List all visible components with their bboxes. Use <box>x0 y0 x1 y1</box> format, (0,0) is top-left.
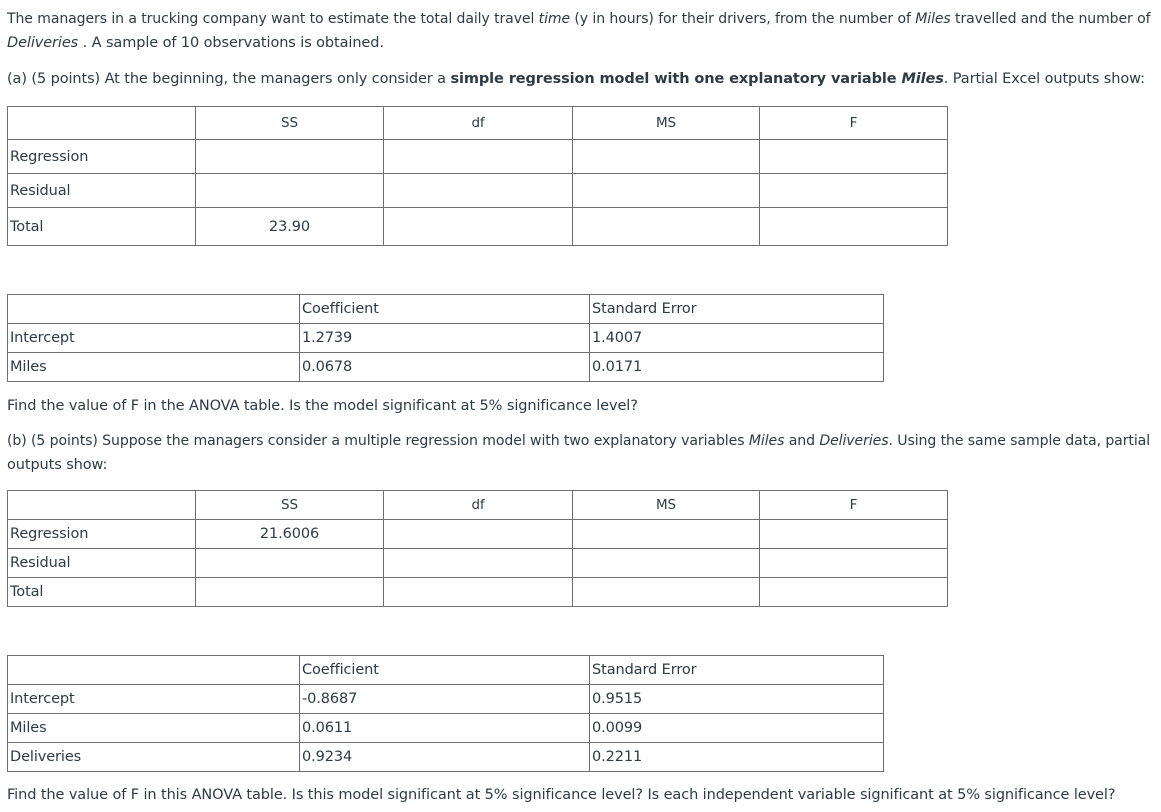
cell-ms <box>573 549 760 578</box>
intro-text: travelled and the number of <box>950 11 1151 27</box>
cell-ss: 23.90 <box>196 208 384 246</box>
intro-text: . A sample of 10 observations is obtained. <box>78 35 384 51</box>
cell-ss <box>196 549 384 578</box>
cell-coefficient: 0.0678 <box>300 353 590 382</box>
coef-header-row <box>8 656 884 685</box>
cell-f <box>760 549 948 578</box>
part-b-text: . Using the same sample data, partial <box>888 433 1151 449</box>
anova-row-total <box>8 578 948 607</box>
cell-f <box>760 520 948 549</box>
cell-f <box>760 208 948 246</box>
row-label: Deliveries <box>8 743 300 772</box>
row-label: Regression <box>8 520 196 549</box>
time-term: time <box>538 11 571 27</box>
row-label: Residual <box>8 174 196 208</box>
cell-df <box>384 549 573 578</box>
header-coefficient: Coefficient <box>300 656 590 685</box>
header-coefficient: Coefficient <box>300 295 590 324</box>
header-df: df <box>384 107 573 140</box>
part-a-bold-italic: Miles <box>901 71 944 87</box>
intro-line-1 <box>7 7 1150 31</box>
header-cell-empty <box>8 295 300 324</box>
part-b-prompt-line-2: outputs show: <box>7 457 108 473</box>
row-label: Intercept <box>8 324 300 353</box>
header-cell-empty <box>8 107 196 140</box>
header-ss: SS <box>196 107 384 140</box>
anova-header-row <box>8 491 948 520</box>
cell-ms <box>573 140 760 174</box>
header-ms: MS <box>573 491 760 520</box>
row-label: Miles <box>8 714 300 743</box>
cell-ss <box>196 174 384 208</box>
cell-standard-error: 1.4007 <box>590 324 884 353</box>
header-f: F <box>760 107 948 140</box>
coef-row-miles <box>8 714 884 743</box>
cell-df <box>384 520 573 549</box>
part-a-prefix: (a) (5 points) At the beginning, the managers only consider a <box>7 71 451 87</box>
cell-coefficient: -0.8687 <box>300 685 590 714</box>
cell-df <box>384 578 573 607</box>
anova-row-total <box>8 208 948 246</box>
cell-f <box>760 578 948 607</box>
miles-term: Miles <box>915 11 951 27</box>
header-standard-error: Standard Error <box>590 295 884 324</box>
cell-df <box>384 208 573 246</box>
header-cell-empty <box>8 656 300 685</box>
anova-row-residual <box>8 549 948 578</box>
header-ms: MS <box>573 107 760 140</box>
cell-standard-error: 0.2211 <box>590 743 884 772</box>
part-a-question: Find the value of F in the ANOVA table. Is the model significant at 5% significance level? <box>7 398 638 414</box>
cell-df <box>384 140 573 174</box>
cell-df <box>384 174 573 208</box>
header-ss: SS <box>196 491 384 520</box>
anova-table-b <box>7 490 948 607</box>
cell-ms <box>573 174 760 208</box>
cell-ms <box>573 208 760 246</box>
row-label: Intercept <box>8 685 300 714</box>
part-a-prompt <box>7 67 1145 91</box>
anova-row-regression <box>8 140 948 174</box>
coef-row-miles <box>8 353 884 382</box>
deliveries-term: Deliveries <box>7 35 79 51</box>
cell-coefficient: 1.2739 <box>300 324 590 353</box>
cell-ss <box>196 140 384 174</box>
cell-standard-error: 0.0099 <box>590 714 884 743</box>
cell-ss <box>196 578 384 607</box>
coef-table-b <box>7 655 884 772</box>
anova-header-row <box>8 107 948 140</box>
cell-f <box>760 174 948 208</box>
part-a-suffix: . Partial Excel outputs show: <box>943 71 1145 87</box>
coef-row-deliveries <box>8 743 884 772</box>
coef-row-intercept <box>8 685 884 714</box>
anova-row-residual <box>8 174 948 208</box>
anova-row-regression <box>8 520 948 549</box>
row-label: Regression <box>8 140 196 174</box>
row-label: Total <box>8 208 196 246</box>
row-label: Miles <box>8 353 300 382</box>
intro-text: The managers in a trucking company want to estimate the total daily travel <box>7 11 539 27</box>
header-df: df <box>384 491 573 520</box>
intro-text: (y in hours) for their drivers, from the number of <box>570 11 916 27</box>
cell-standard-error: 0.9515 <box>590 685 884 714</box>
miles-term: Miles <box>748 433 785 449</box>
header-f: F <box>760 491 948 520</box>
part-a-bold: simple regression model with one explanatory variable <box>450 71 902 87</box>
coef-table-a <box>7 294 884 382</box>
row-label: Total <box>8 578 196 607</box>
cell-standard-error: 0.0171 <box>590 353 884 382</box>
anova-table-a <box>7 106 948 246</box>
cell-ms <box>573 578 760 607</box>
coef-header-row <box>8 295 884 324</box>
cell-ms <box>573 520 760 549</box>
part-b-prompt-line-1 <box>7 429 1150 453</box>
row-label: Residual <box>8 549 196 578</box>
cell-f <box>760 140 948 174</box>
deliveries-term: Deliveries <box>819 433 889 449</box>
part-b-text: (b) (5 points) Suppose the managers consider a multiple regression model with two explanatory variables <box>7 433 749 449</box>
part-b-text: and <box>784 433 820 449</box>
part-b-question: Find the value of F in this ANOVA table. Is this model significant at 5% significance level? Is each independent variable significant at 5% significance level? <box>7 787 1116 803</box>
header-cell-empty <box>8 491 196 520</box>
cell-coefficient: 0.9234 <box>300 743 590 772</box>
intro-line-2 <box>7 31 384 55</box>
header-standard-error: Standard Error <box>590 656 884 685</box>
coef-row-intercept <box>8 324 884 353</box>
cell-ss: 21.6006 <box>196 520 384 549</box>
cell-coefficient: 0.0611 <box>300 714 590 743</box>
